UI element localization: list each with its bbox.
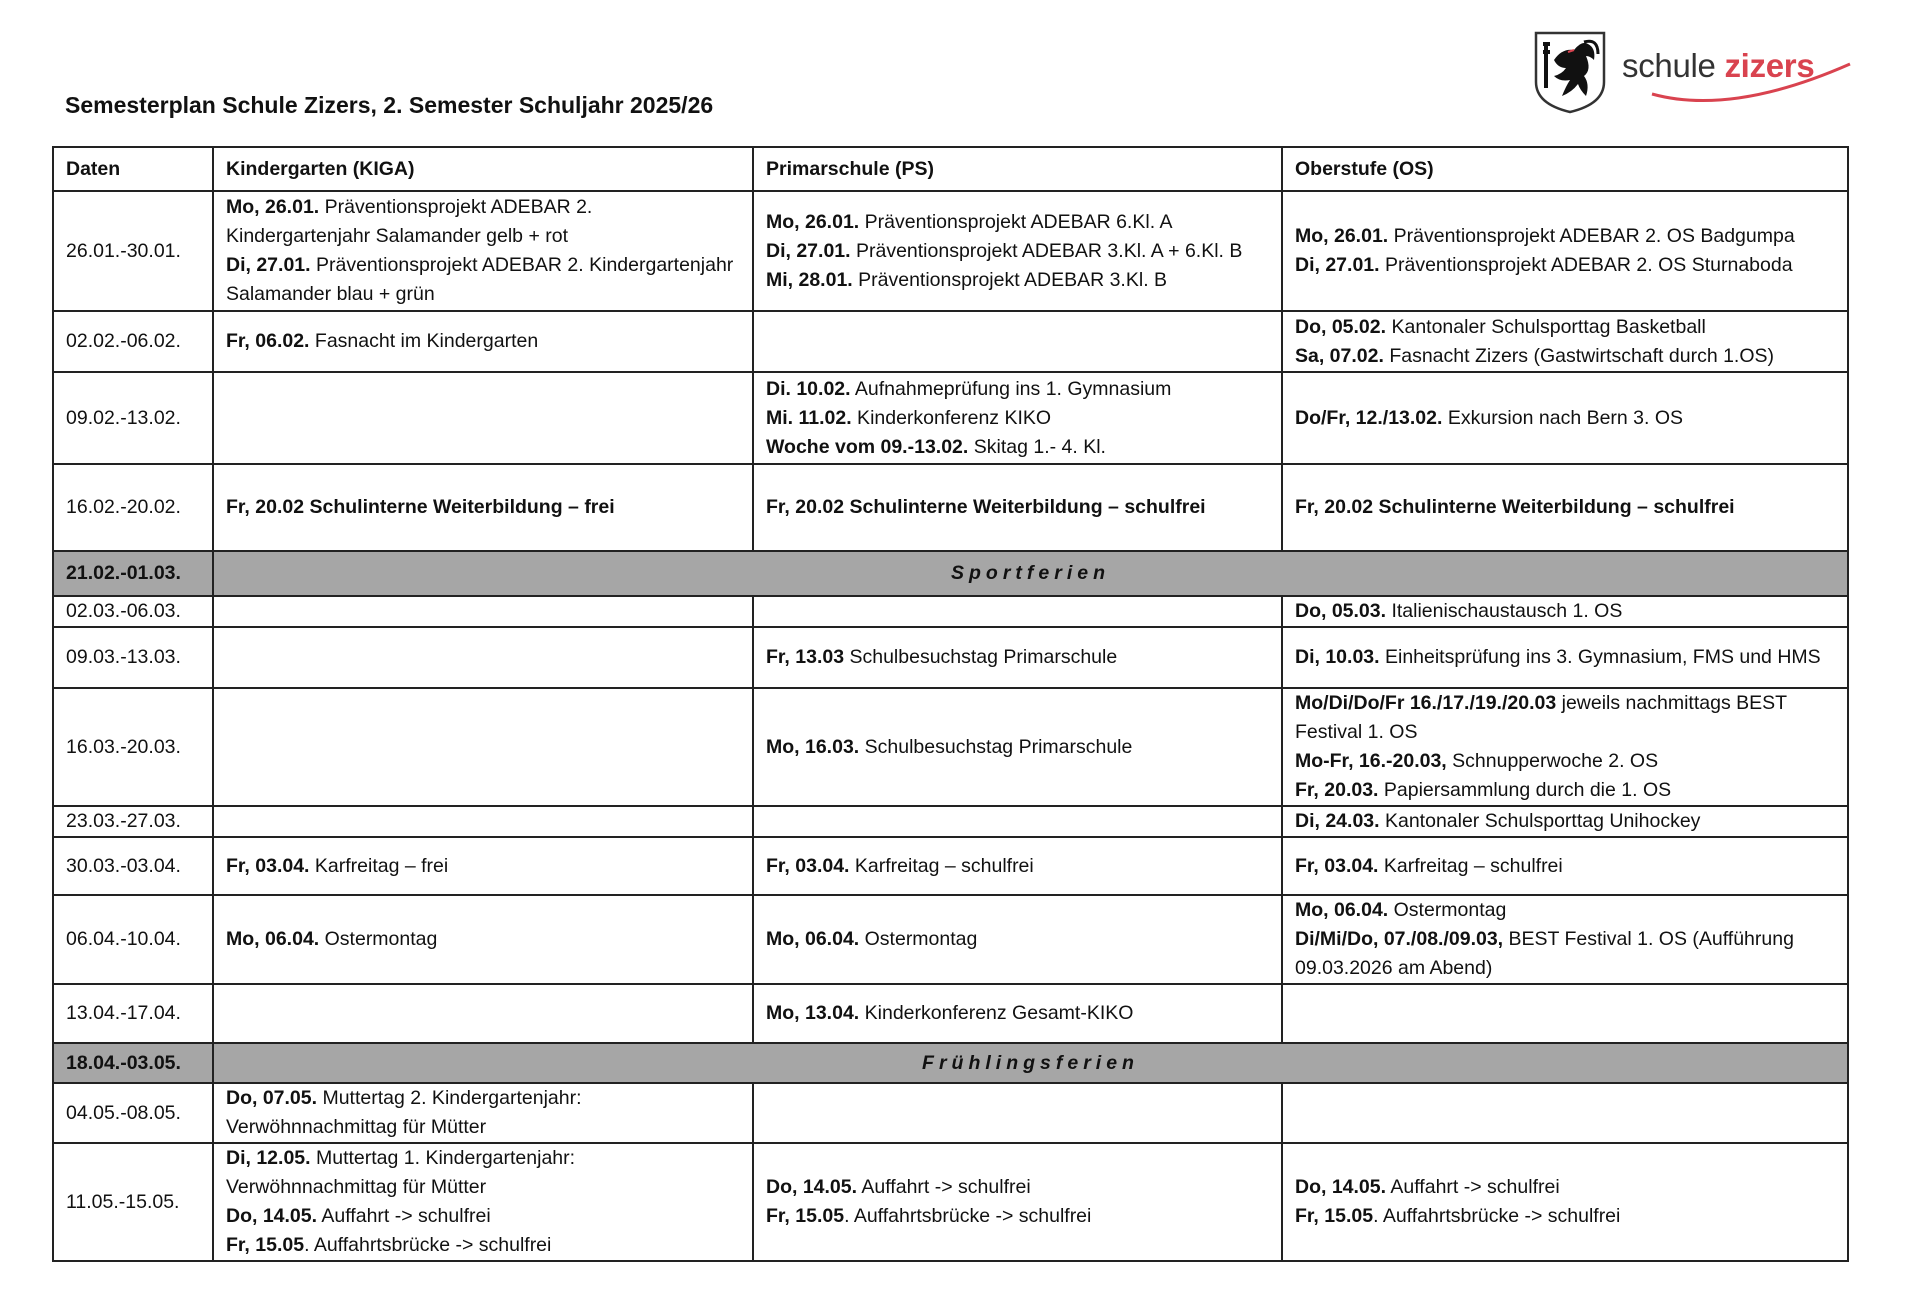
event-entry — [1295, 313, 1835, 342]
event-date: Fr, 03.04. — [766, 854, 850, 877]
event-date: Mo, 13.04. — [766, 1002, 860, 1024]
event-entry — [226, 193, 740, 251]
event-entry — [1295, 1202, 1835, 1231]
cell-os — [1282, 1143, 1848, 1261]
table-row — [53, 627, 1848, 688]
date-range-cell: 30.03.-03.04. — [53, 837, 213, 895]
event-entry — [766, 208, 1269, 237]
table-row — [53, 1143, 1848, 1261]
event-description: . Auffahrtsbrücke -> schulfrei — [1373, 1205, 1621, 1227]
event-date: Fr, 20.03. — [1295, 779, 1379, 801]
event-date: Fr, 03.04. — [226, 854, 310, 877]
cell-ps — [753, 372, 1282, 464]
event-description: Auffahrt -> schulfrei — [317, 1205, 491, 1227]
event-date: Do, 14.05. — [766, 1176, 858, 1198]
school-logo — [1532, 30, 1862, 114]
holiday-name: Frühlingsferien — [213, 1043, 1848, 1083]
date-range-cell: 26.01.-30.01. — [53, 191, 213, 311]
event-date: Mo, 26.01. — [226, 196, 320, 218]
event-entry — [1295, 689, 1835, 747]
cell-kiga — [213, 895, 753, 984]
date-range-cell: 21.02.-01.03. — [53, 551, 213, 596]
cell-ps — [753, 1143, 1282, 1261]
table-row — [53, 372, 1848, 464]
cell-kiga — [213, 806, 753, 837]
event-entry — [1295, 342, 1835, 371]
event-date: Fr, 15.05 — [766, 1205, 845, 1227]
event-date: Fr, 20.02 Schulinterne Weiterbildung – frei — [226, 496, 615, 518]
event-date: Do, 07.05. — [226, 1087, 318, 1109]
event-description: Ostermontag — [319, 928, 438, 950]
cell-os — [1282, 1083, 1848, 1143]
event-description: Präventionsprojekt ADEBAR 6.Kl. A — [859, 210, 1173, 233]
event-date: Do/Fr, 12./13.02. — [1295, 406, 1443, 429]
event-entry — [766, 237, 1269, 266]
event-entry — [1295, 643, 1835, 672]
date-range-cell: 06.04.-10.04. — [53, 895, 213, 984]
event-entry — [766, 1173, 1269, 1202]
event-description: Ostermontag — [1388, 899, 1507, 921]
holiday-row — [53, 1043, 1848, 1083]
event-description: Kantonaler Schulsporttag Unihockey — [1379, 810, 1701, 832]
event-description: Papiersammlung durch die 1. OS — [1378, 779, 1672, 801]
semester-plan-table — [52, 146, 1849, 1262]
event-date: Mo, 16.03. — [766, 735, 860, 758]
cell-os — [1282, 837, 1848, 895]
event-description: jeweils nachmittags BEST Festival 1. OS — [1295, 692, 1787, 743]
table-header-row — [53, 147, 1848, 191]
event-date: Fr, 03.04. — [1295, 854, 1379, 877]
event-entry — [1295, 776, 1835, 805]
cell-kiga — [213, 837, 753, 895]
event-entry — [766, 733, 1269, 762]
cell-kiga — [213, 596, 753, 627]
event-entry — [1295, 896, 1835, 925]
cell-ps — [753, 688, 1282, 806]
cell-os — [1282, 372, 1848, 464]
event-date: Do, 05.02. — [1295, 315, 1387, 338]
event-description: Italienischaustausch 1. OS — [1386, 600, 1623, 622]
event-date: Do, 14.05. — [1295, 1176, 1387, 1198]
date-range-cell: 02.02.-06.02. — [53, 311, 213, 372]
table-row — [53, 311, 1848, 372]
cell-ps — [753, 596, 1282, 627]
event-date: Fr, 20.02 Schulinterne Weiterbildung – schulfrei — [1295, 496, 1735, 518]
event-date: Mo, 06.04. — [226, 928, 320, 950]
logo-wordmark: schule zizers — [1622, 47, 1815, 84]
event-description: Einheitsprüfung ins 3. Gymnasium, FMS und HMS — [1379, 646, 1821, 668]
cell-os — [1282, 984, 1848, 1043]
cell-kiga — [213, 191, 753, 311]
event-date: Mo, 26.01. — [1295, 225, 1389, 247]
cell-os — [1282, 895, 1848, 984]
cell-os — [1282, 191, 1848, 311]
table-row — [53, 191, 1848, 311]
event-date: Di, 27.01. — [766, 239, 851, 262]
event-entry — [1295, 807, 1835, 836]
event-entry — [766, 852, 1269, 881]
table-row — [53, 688, 1848, 806]
event-description: Karfreitag – frei — [309, 854, 449, 877]
table-row — [53, 1083, 1848, 1143]
event-date: Mo-Fr, 16.-20.03, — [1295, 750, 1447, 772]
event-entry — [766, 1202, 1269, 1231]
event-description: Muttertag 2. Kindergartenjahr: Verwöhnnachmittag für Mütter — [226, 1087, 582, 1138]
event-date: Di, 27.01. — [226, 254, 311, 276]
event-description: Präventionsprojekt ADEBAR 3.Kl. B — [852, 268, 1168, 291]
cell-kiga — [213, 311, 753, 372]
header-primarschule: Primarschule (PS) — [753, 147, 1282, 191]
table-row — [53, 596, 1848, 627]
date-range-cell: 13.04.-17.04. — [53, 984, 213, 1043]
event-description: Karfreitag – schulfrei — [1378, 854, 1563, 877]
event-description: Karfreitag – schulfrei — [849, 854, 1034, 877]
event-date: Mi. 11.02. — [766, 406, 852, 429]
event-date: Sa, 07.02. — [1295, 344, 1384, 367]
cell-os — [1282, 688, 1848, 806]
event-description: Kinderkonferenz KIKO — [851, 406, 1052, 429]
event-entry — [766, 493, 1269, 522]
event-date: Di, 27.01. — [1295, 254, 1380, 276]
event-date: Di, 10.03. — [1295, 646, 1380, 668]
cell-kiga — [213, 464, 753, 551]
cell-kiga — [213, 688, 753, 806]
event-date: Fr, 13.03 — [766, 646, 845, 668]
date-range-cell: 18.04.-03.05. — [53, 1043, 213, 1083]
event-description: Skitag 1.- 4. Kl. — [968, 435, 1106, 458]
event-entry — [766, 375, 1269, 404]
header-kindergarten: Kindergarten (KIGA) — [213, 147, 753, 191]
event-entry — [226, 1144, 740, 1202]
event-description: . Auffahrtsbrücke -> schulfrei — [844, 1205, 1092, 1227]
date-range-cell: 16.03.-20.03. — [53, 688, 213, 806]
page-title: Semesterplan Schule Zizers, 2. Semester Schuljahr 2025/26 — [65, 92, 714, 118]
cell-ps — [753, 464, 1282, 551]
cell-ps — [753, 191, 1282, 311]
cell-ps — [753, 837, 1282, 895]
date-range-cell: 09.02.-13.02. — [53, 372, 213, 464]
event-description: Präventionsprojekt ADEBAR 2. Kindergartenjahr Salamander blau + grün — [226, 254, 734, 305]
cell-kiga — [213, 984, 753, 1043]
event-date: Fr, 15.05 — [1295, 1205, 1374, 1227]
cell-kiga — [213, 372, 753, 464]
event-description: BEST Festival 1. OS (Aufführung 09.03.2026 am Abend) — [1295, 928, 1794, 979]
event-description: Muttertag 1. Kindergartenjahr: Verwöhnnachmittag für Mütter — [226, 1147, 576, 1198]
table-row — [53, 464, 1848, 551]
event-date: Di, 24.03. — [1295, 810, 1380, 832]
event-entry — [766, 643, 1269, 672]
event-description: Schnupperwoche 2. OS — [1446, 750, 1659, 772]
event-date: Mi, 28.01. — [766, 268, 853, 291]
cell-kiga — [213, 627, 753, 688]
event-description: Präventionsprojekt ADEBAR 3.Kl. A + 6.Kl. B — [850, 239, 1243, 262]
event-entry — [226, 493, 740, 522]
holiday-name: Sportferien — [213, 551, 1848, 596]
date-range-cell: 09.03.-13.03. — [53, 627, 213, 688]
event-date: Mo, 06.04. — [1295, 899, 1389, 921]
event-date: Do, 05.03. — [1295, 600, 1387, 622]
event-date: Fr, 15.05 — [226, 1234, 305, 1256]
cell-ps — [753, 311, 1282, 372]
event-description: Schulbesuchstag Primarschule — [844, 646, 1118, 668]
event-date: Mo/Di/Do/Fr 16./17./19./20.03 — [1295, 692, 1557, 714]
cell-kiga — [213, 1083, 753, 1143]
table-row — [53, 984, 1848, 1043]
event-description: Präventionsprojekt ADEBAR 2. Kindergartenjahr Salamander gelb + rot — [226, 196, 593, 247]
event-entry — [1295, 852, 1835, 881]
event-description: Fasnacht im Kindergarten — [309, 330, 539, 352]
cell-kiga — [213, 1143, 753, 1261]
date-range-cell: 23.03.-27.03. — [53, 806, 213, 837]
event-entry — [226, 1084, 740, 1142]
event-date: Di. 10.02. — [766, 377, 851, 400]
event-description: Auffahrt -> schulfrei — [1386, 1176, 1560, 1198]
event-date: Di, 12.05. — [226, 1147, 311, 1169]
event-entry — [766, 404, 1269, 433]
event-entry — [766, 999, 1269, 1028]
event-date: Fr, 20.02 Schulinterne Weiterbildung – schulfrei — [766, 496, 1206, 518]
event-description: Auffahrt -> schulfrei — [857, 1176, 1031, 1198]
table-row — [53, 837, 1848, 895]
event-entry — [766, 925, 1269, 954]
cell-ps — [753, 806, 1282, 837]
header-dates: Daten — [53, 147, 213, 191]
event-entry — [226, 251, 740, 309]
event-description: Präventionsprojekt ADEBAR 2. OS Badgumpa — [1388, 225, 1795, 247]
cell-ps — [753, 627, 1282, 688]
event-description: Aufnahmeprüfung ins 1. Gymnasium — [850, 377, 1172, 400]
event-entry — [1295, 1173, 1835, 1202]
table-row — [53, 806, 1848, 837]
cell-os — [1282, 311, 1848, 372]
cell-ps — [753, 1083, 1282, 1143]
event-description: . Auffahrtsbrücke -> schulfrei — [304, 1234, 552, 1256]
event-entry — [1295, 222, 1835, 251]
table-row — [53, 895, 1848, 984]
cell-os — [1282, 627, 1848, 688]
cell-os — [1282, 464, 1848, 551]
event-date: Fr, 06.02. — [226, 330, 310, 352]
header-oberstufe: Oberstufe (OS) — [1282, 147, 1848, 191]
event-entry — [226, 327, 740, 356]
event-entry — [1295, 404, 1835, 433]
date-range-cell: 04.05.-08.05. — [53, 1083, 213, 1143]
event-description: Fasnacht Zizers (Gastwirtschaft durch 1.OS) — [1383, 344, 1775, 367]
event-entry — [226, 1202, 740, 1231]
date-range-cell: 11.05.-15.05. — [53, 1143, 213, 1261]
event-description: Kinderkonferenz Gesamt-KIKO — [859, 1002, 1134, 1024]
event-description: Kantonaler Schulsporttag Basketball — [1386, 315, 1706, 338]
cell-os — [1282, 806, 1848, 837]
event-date: Di/Mi/Do, 07./08./09.03, — [1295, 928, 1504, 950]
cell-os — [1282, 596, 1848, 627]
cell-ps — [753, 984, 1282, 1043]
date-range-cell: 02.03.-06.03. — [53, 596, 213, 627]
event-entry — [1295, 747, 1835, 776]
event-description: Exkursion nach Bern 3. OS — [1442, 406, 1684, 429]
event-description: Schulbesuchstag Primarschule — [859, 735, 1133, 758]
event-entry — [226, 852, 740, 881]
event-date: Woche vom 09.-13.02. — [766, 435, 969, 458]
event-entry — [766, 266, 1269, 295]
holiday-row — [53, 551, 1848, 596]
event-date: Mo, 26.01. — [766, 210, 860, 233]
cell-ps — [753, 895, 1282, 984]
event-entry — [226, 925, 740, 954]
event-description: Ostermontag — [859, 928, 978, 950]
event-entry — [1295, 493, 1835, 522]
event-date: Do, 14.05. — [226, 1205, 318, 1227]
event-entry — [226, 1231, 740, 1260]
event-entry — [1295, 925, 1835, 983]
event-date: Mo, 06.04. — [766, 928, 860, 950]
event-description: Präventionsprojekt ADEBAR 2. OS Sturnaboda — [1379, 254, 1793, 276]
event-entry — [1295, 251, 1835, 280]
event-entry — [766, 433, 1269, 462]
date-range-cell: 16.02.-20.02. — [53, 464, 213, 551]
event-entry — [1295, 597, 1835, 626]
